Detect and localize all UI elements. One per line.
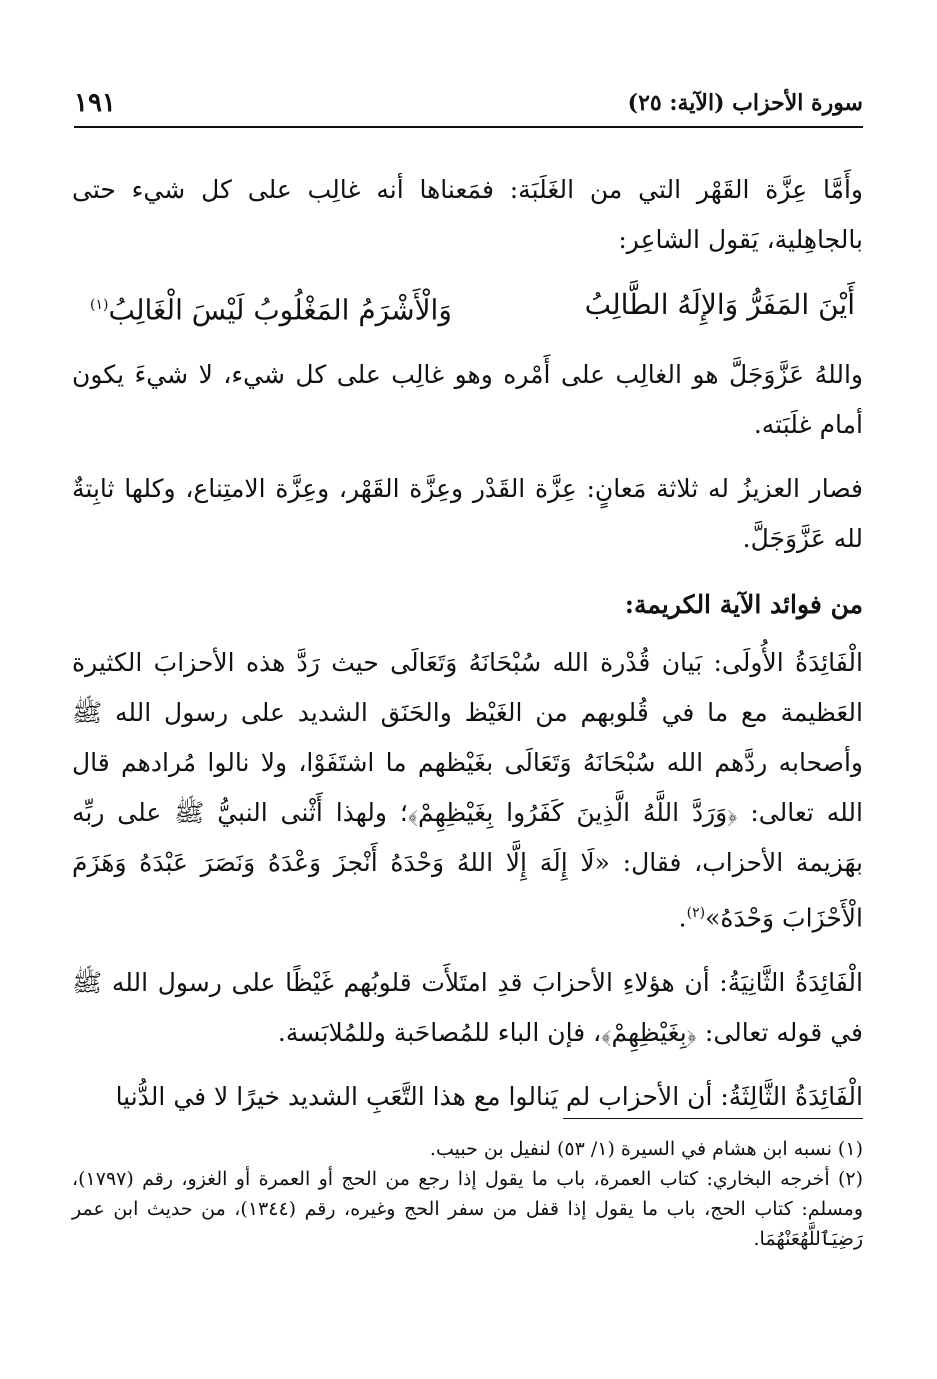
footnote-divider xyxy=(563,1118,863,1119)
main-text xyxy=(72,165,863,1136)
surah-title: سورة الأحزاب (الآية: ٢٥) xyxy=(627,90,863,116)
section-heading: من فوائد الآية الكريمة: xyxy=(624,590,863,620)
footnote-2: (٢) أخرجه البخاري: كتاب العمرة، باب ما يقول إذا رجع من الحج أو العمرة أو الغزو، رقم (١٧٩٧)، ومسلم: كتاب الحج، باب ما يقول إذا قفل من سفر الحج وغيره، رقم (١٣٤٤)، من حديث ابن عمر رَضِيَٱللَّهُعَنْهُمَا. xyxy=(72,1168,864,1250)
footnote-1: (١) نسبه ابن هشام في السيرة (١/ ٥٣) لنفيل بن حبيب. xyxy=(429,1138,863,1160)
benefit-first xyxy=(72,638,863,943)
footnotes xyxy=(72,1134,863,1254)
benefit-third: الْفَائِدَةُ الثَّالِثَةُ: أن الأحزاب لم يَنالوا مع هذا التَّعَبِ الشديد خيرًا لا في الدُّنيا xyxy=(115,1081,863,1111)
paragraph-ghalib: واللهُ عَزَّوَجَلَّ هو الغالِب على أَمْره وهو غالِب على كل شيء، لا شيءَ يكون أمام غلَبَته. xyxy=(72,360,863,440)
paragraph-qahr: وأَمَّا عِزَّة القَهْر التي من الغَلَبَة: فمَعناها أنه غالِب على كل شيء حتى بالجاهِلية، يَقول الشاعِر: xyxy=(72,175,863,254)
benefit-first-text: الْفَائِدَةُ الأُولَى: بَيان قُدْرة الله سُبْحَانَهُ وَتَعَالَى حيث رَدَّ هذه الأحزابَ الكثيرة العَظيمة مع ما في قُلوبهم من الغَيْظ والحَنَق الشديد على رسول الله ﷺ وأصحابه ردَّهم الله سُبْحَانَهُ وَتَعَالَى بغَيْظهم ما اشتَفَوْا، ولا نالوا مُرادهم قال الله تعالى: ﴿وَرَدَّ اللَّهُ الَّذِينَ كَفَرُوا بِغَيْظِهِمْ﴾؛ ولهذا أَثْنى النبيُّ ﷺ على ربِّه بهَزيمة الأحزاب، فقال: «لَا إِلَهَ إِلَّا اللهُ وَحْدَهُ أَنْجزَ وَعْدَهُ وَنَصَرَ عَبْدَهُ وَهَزَمَ الْأَحْزَابَ وَحْدَهُ» xyxy=(72,648,863,933)
benefit-second: الْفَائِدَةُ الثَّانِيَةُ: أن هؤلاءِ الأحزابَ قدِ امتَلأَت قلوبُهم غَيْظًا على رسول الله ﷺ في قوله تعالى: ﴿بِغَيْظِهِمْ﴾، فإن الباء للمُصاحَبة وللمُلابَسة. xyxy=(72,967,863,1047)
poem-hemistich-second xyxy=(90,279,452,336)
footnote-ref-1: (١) xyxy=(90,297,109,313)
footnote-ref-2: (٢) xyxy=(686,905,706,922)
page-number: ١٩١ xyxy=(74,88,116,118)
poem-hemistich-second-text: وَالْأَشْرَمُ المَغْلُوبُ لَيْسَ الْغَالِبُ xyxy=(108,293,452,327)
poem-hemistich-first: أَيْنَ المَفَرُّ وَالإِلَهُ الطَّالِبُ xyxy=(584,288,855,321)
header-divider xyxy=(74,126,863,128)
paragraph-aziz-meanings: فصار العزيزُ له ثلاثة مَعانٍ: عِزَّة القَدْر وعِزَّة القَهْر، وعِزَّة الامتِناع، وكلها ثابِتةٌ لله عَزَّوَجَلَّ. xyxy=(72,474,863,554)
page-header xyxy=(74,88,863,124)
benefit-first-period: . xyxy=(678,903,687,933)
poem-verse xyxy=(72,279,863,336)
